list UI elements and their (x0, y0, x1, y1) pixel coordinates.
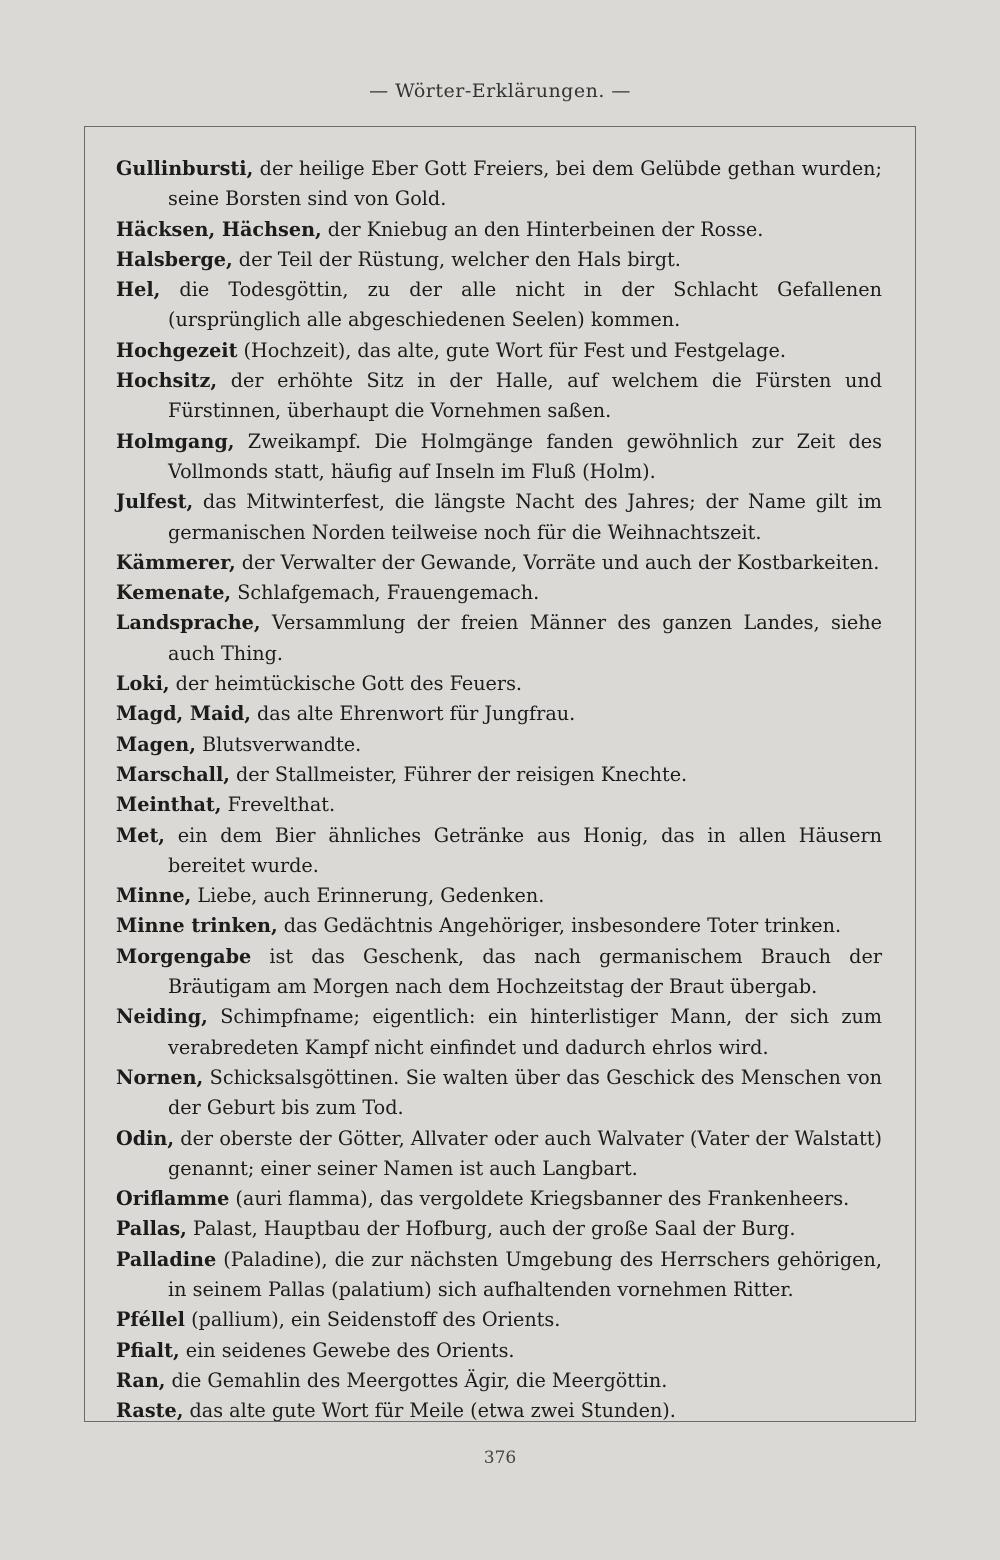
glossary-entry (116, 275, 882, 336)
entry-lemma: Nornen, (116, 1065, 204, 1089)
glossary-entry (116, 1396, 882, 1426)
entry-definition: Blutsverwandte. (195, 732, 362, 756)
glossary-entry (116, 1305, 882, 1335)
entry-definition: Schlafgemach, Frauengemach. (231, 581, 540, 605)
entry-definition: der Verwalter der Gewande, Vorräte und auch der Kostbarkeiten. (235, 550, 880, 574)
glossary-entry (116, 1214, 882, 1244)
entry-lemma: Magd, Maid, (116, 702, 251, 726)
glossary-entry (116, 881, 882, 911)
entry-lemma: Met, (116, 823, 165, 847)
entry-lemma: Oriflamme (116, 1187, 230, 1211)
entry-lemma: Landsprache, (116, 611, 261, 635)
glossary-entry (116, 1366, 882, 1396)
running-head: — Wörter-Erklärungen. — (369, 80, 631, 102)
entry-lemma: Odin, (116, 1126, 175, 1150)
entry-lemma: Gullinbursti, (116, 157, 254, 180)
entry-lemma: Julfest, (116, 490, 194, 514)
glossary-entry (116, 942, 882, 1003)
entry-definition: das Gedächtnis Angehöriger, insbesondere Toter trinken. (277, 914, 842, 938)
glossary-entry (116, 760, 882, 790)
entry-definition: die Todesgöttin, zu der alle nicht in der Schlacht Gefallenen (ursprünglich alle abgeschiedenen Seelen) kommen. (160, 278, 882, 332)
entry-definition: (auri flamma), das vergoldete Kriegsbanner des Frankenheers. (229, 1187, 850, 1211)
entry-definition: der Stallmeister, Führer der reisigen Knechte. (229, 762, 688, 786)
entry-definition: der erhöhte Sitz in der Halle, auf welchem die Fürsten und Fürstinnen, überhaupt die Vornehmen saßen. (168, 369, 882, 423)
entry-lemma: Morgengabe (116, 944, 252, 968)
glossary-entry (116, 911, 882, 941)
glossary-entry (116, 790, 882, 820)
glossary-entry (116, 336, 882, 366)
entry-definition: die Gemahlin des Meergottes Ägir, die Meergöttin. (165, 1368, 668, 1392)
entry-lemma: Pfialt, (116, 1338, 180, 1362)
entry-definition: (Paladine), die zur nächsten Umgebung des Herrschers gehörigen, in seinem Pallas (palatium) sich aufhaltenden vornehmen Ritter. (168, 1247, 882, 1301)
glossary-entry (116, 1063, 882, 1124)
entry-definition: das alte gute Wort für Meile (etwa zwei Stunden). (183, 1399, 676, 1423)
entry-definition: das Mitwinterfest, die längste Nacht des Jahres; der Name gilt im germanischen Norden teilweise noch für die Weihnachtszeit. (168, 490, 882, 544)
entry-lemma: Kemenate, (116, 581, 232, 605)
entry-lemma: Neiding, (116, 1005, 208, 1029)
glossary-entry (116, 245, 882, 275)
glossary-entry (116, 1245, 882, 1306)
glossary-entry (116, 730, 882, 760)
glossary-entry (116, 1336, 882, 1366)
entry-definition: Frevelthat. (221, 793, 336, 817)
glossary-entry (116, 821, 882, 882)
entry-lemma: Minne, (116, 884, 192, 908)
entry-definition: ein dem Bier ähnliches Getränke aus Honig, das in allen Häusern bereitet wurde. (165, 823, 882, 877)
glossary-entry (116, 578, 882, 608)
glossary-list (116, 154, 882, 1426)
entry-lemma: Loki, (116, 672, 170, 696)
entry-lemma: Kämmerer, (116, 550, 236, 574)
glossary-entry (116, 608, 882, 669)
entry-lemma: Häcksen, Hächsen, (116, 217, 322, 241)
glossary-entry (116, 487, 882, 548)
glossary-entry (116, 1002, 882, 1063)
glossary-entry (116, 154, 882, 215)
glossary-entry (116, 1124, 882, 1185)
entry-definition: Versammlung der freien Männer des ganzen Landes, siehe auch Thing. (168, 611, 882, 665)
entry-definition: ein seidenes Gewebe des Orients. (179, 1338, 515, 1362)
entry-definition: der heilige Eber Gott Freiers, bei dem Gelübde gethan wurden; seine Borsten sind von Gold. (168, 157, 882, 211)
entry-lemma: Minne trinken, (116, 914, 278, 938)
page-number: 376 (483, 1448, 517, 1468)
entry-lemma: Halsberge, (116, 247, 233, 271)
glossary-entry (116, 1184, 882, 1214)
entry-definition: der heimtückische Gott des Feuers. (169, 672, 523, 696)
entry-lemma: Magen, (116, 732, 196, 756)
entry-lemma: Pallas, (116, 1217, 187, 1241)
entry-definition: das alte Ehrenwort für Jungfrau. (250, 702, 576, 726)
glossary-entry (116, 215, 882, 245)
glossary-entry (116, 699, 882, 729)
entry-definition: der oberste der Götter, Allvater oder auch Walvater (Vater der Walstatt) genannt; einer seiner Namen ist auch Langbart. (168, 1126, 882, 1180)
entry-definition: Schimpfname; eigentlich: ein hinterlistiger Mann, der sich zum verabredeten Kampf nicht einfindet und dadurch ehrlos wird. (168, 1005, 882, 1059)
glossary-entry (116, 548, 882, 578)
entry-definition: Schicksalsgöttinen. Sie walten über das Geschick des Menschen von der Geburt bis zum Tod. (168, 1065, 882, 1120)
entry-lemma: Marschall, (116, 762, 230, 786)
entry-definition: Zweikampf. Die Holmgänge fanden gewöhnlich zur Zeit des Vollmonds statt, häufig auf Inseln im Fluß (Holm). (168, 429, 882, 483)
glossary-entry (116, 427, 882, 488)
entry-definition: (Hochzeit), das alte, gute Wort für Fest und Festgelage. (237, 338, 786, 362)
entry-lemma: Palladine (116, 1247, 217, 1271)
glossary-entry (116, 669, 882, 699)
entry-lemma: Raste, (116, 1399, 184, 1423)
entry-definition: (pallium), ein Seidenstoff des Orients. (184, 1308, 561, 1332)
entry-lemma: Holmgang, (116, 429, 235, 453)
entry-definition: der Teil der Rüstung, welcher den Hals birgt. (232, 247, 681, 271)
entry-lemma: Hel, (116, 278, 161, 302)
entry-definition: ist das Geschenk, das nach germanischem Brauch der Bräutigam am Morgen nach dem Hochzeitstag der Braut übergab. (168, 944, 882, 999)
entry-lemma: Ran, (116, 1368, 166, 1392)
entry-lemma: Hochgezeit (116, 338, 238, 362)
entry-lemma: Meinthat, (116, 793, 222, 817)
entry-definition: Liebe, auch Erinnerung, Gedenken. (191, 884, 545, 908)
entry-definition: Palast, Hauptbau der Hofburg, auch der große Saal der Burg. (186, 1217, 796, 1241)
glossary-entry (116, 366, 882, 427)
entry-definition: der Kniebug an den Hinterbeinen der Rosse. (321, 217, 764, 241)
entry-lemma: Pféllel (116, 1308, 185, 1332)
entry-lemma: Hochsitz, (116, 369, 218, 393)
